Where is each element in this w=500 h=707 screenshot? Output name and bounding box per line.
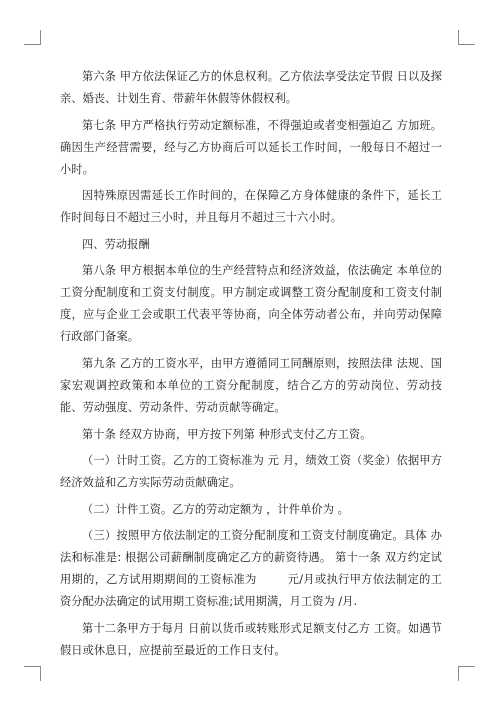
article-8-wage-system: 第八条 甲方根据本单位的生产经营特点和经济效益，依法确定 本单位的工资分配制度和工资支付制度。甲方制定或调整工资分配制度和工资支付制度，应与企业工会或职工代表平等协商，向全体劳动者公布，并向劳动保障行政部门备案。 <box>60 264 442 344</box>
article-7-work-quota: 第七条 甲方严格执行劳动定额标准，不得强迫或者变相强迫乙 方加班。确因生产经营需要，经与乙方协商后可以延长工作时间，一般每日不超过一小时。 <box>60 118 442 176</box>
clause-piece-wage: （二）计件工资。乙方的劳动定额为 ，计件单价为 。 <box>82 502 349 516</box>
crop-mark-top-right <box>458 30 475 45</box>
crop-mark-bottom-right <box>458 666 475 681</box>
clause-wage-system-and-article-11: （三）按照甲方依法制定的工资分配制度和工资支付制度确定。具体 办法和标准是: 根据公司薪酬制度确定乙方的薪资待遇。 第十一条 双方约定试用期的，乙方试用期期间的工资标准为 元/月或执行甲方依法制定的工资分配办法确定的试用期工资标准;试用期满，月工资为 /月. <box>60 529 442 609</box>
article-10-payment-form: 第十条 经双方协商，甲方按下列第 种形式支付乙方工资。 <box>82 427 372 441</box>
article-6-rest-rights: 第六条 甲方依法保证乙方的休息权利。乙方依法享受法定节假 日以及探亲、婚丧、计划生育、带薪年休假等休假权利。 <box>60 70 442 105</box>
overtime-limit-paragraph: 因特殊原因需延长工作时间的，在保障乙方身体健康的条件下，延长工作时间每日不超过三小时，并且每月不超过三十六小时。 <box>60 189 442 225</box>
crop-mark-bottom-left <box>24 666 41 681</box>
article-9-wage-level: 第九条 乙方的工资水平，由甲方遵循同工同酬原则，按照法律 法规、国家宏观调控政策和本单位的工资分配制度，结合乙方的劳动岗位、劳动技能、劳动强度、劳动条件、劳动贡献等确定。 <box>60 356 442 414</box>
clause-time-wage: （一）计时工资。乙方的工资标准为 元 月，绩效工资（奖金）依据甲方经济效益和乙方实际劳动贡献确定。 <box>60 454 442 490</box>
document-body <box>60 66 442 667</box>
section-heading-remuneration: 四、劳动报酬 <box>82 237 150 251</box>
crop-mark-top-left <box>24 30 41 45</box>
article-12-payment-date: 第十二条甲方于每月 日前以货币或转账形式足额支付乙方 工资。如遇节假日或休息日，应提前至最近的工作日支付。 <box>60 621 442 657</box>
